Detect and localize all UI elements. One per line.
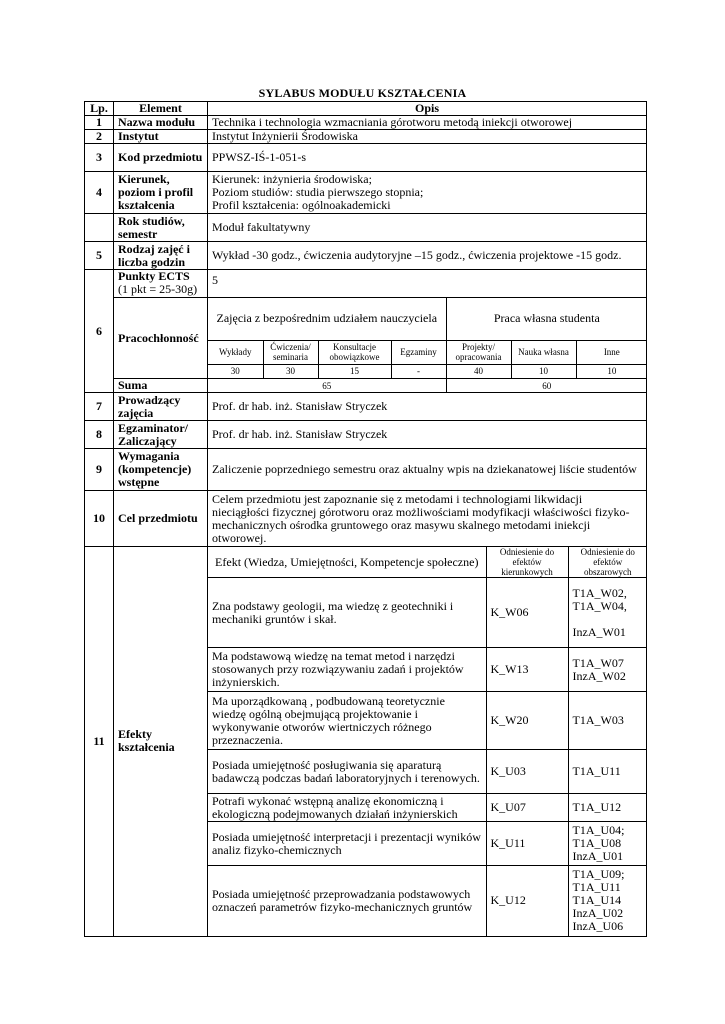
ects-value: 5 <box>208 270 647 298</box>
col-header: Inne <box>576 340 647 364</box>
row-number: 3 <box>85 144 114 172</box>
header-opis: Opis <box>208 102 647 116</box>
row-number: 5 <box>85 242 114 270</box>
effect-obsz <box>568 822 647 866</box>
effect-obsz-line: T1A_U12 <box>572 800 622 814</box>
row-number <box>85 214 114 242</box>
effect-obsz-line: T1A_U14 <box>572 893 622 908</box>
table-row <box>85 242 647 270</box>
sum-label: Suma <box>114 379 208 393</box>
table-row <box>85 116 647 130</box>
syllabus-table <box>84 101 647 937</box>
group-student-header: Praca własna studenta <box>446 298 647 340</box>
effect-kier: K_U11 <box>486 822 568 866</box>
row-description: Wykład -30 godz., ćwiczenia audytoryjne –15 godz., ćwiczenia projektowe -15 godz. <box>208 242 647 270</box>
effect-kier: K_W20 <box>486 692 568 750</box>
profil-line: Profil kształcenia: ogólnoakademicki <box>212 198 391 212</box>
col-header: Nauka własna <box>511 340 576 364</box>
effects-header-effect: Efekt (Wiedza, Umiejętności, Kompetencje społeczne) <box>208 547 486 578</box>
effect-obsz-line: T1A_U04; <box>572 823 625 837</box>
header-row <box>85 102 647 116</box>
workload-label: Pracochłonność <box>114 298 208 379</box>
row-element: Rodzaj zajęć i liczba godzin <box>114 242 208 270</box>
row-number: 10 <box>85 491 114 547</box>
row-element: Efekty kształcenia <box>114 547 208 937</box>
effect-obsz-line: T1A_W03 <box>572 713 624 727</box>
table-row <box>85 214 647 242</box>
row-description: Technika i technologia wzmacniania górotworu metodą iniekcji otworowej <box>208 116 647 130</box>
workload-row <box>85 298 647 379</box>
kierunek-line: Kierunek: inżynieria środowiska; <box>212 172 372 186</box>
ects-label <box>114 270 208 298</box>
table-row <box>85 421 647 449</box>
workload-cell <box>208 298 647 379</box>
effect-text: Posiada umiejętność interpretacji i prezentacji wyników analiz fizyko-chemicznych <box>208 822 486 866</box>
col-value: 30 <box>208 364 263 378</box>
effect-text: Posiada umiejętność posługiwania się aparaturą badawczą podczas badań laboratoryjnych i terenowych. <box>208 750 486 794</box>
sum-student: 60 <box>542 380 552 391</box>
effect-obsz-line: T1A_U11 <box>572 880 621 895</box>
effect-obsz-line: InzA_U01 <box>572 849 624 863</box>
col-value: 30 <box>263 364 318 378</box>
row-description: Prof. dr hab. inż. Stanisław Stryczek <box>208 421 647 449</box>
effect-text: Potrafi wykonać wstępną analizę ekonomiczną i ekologiczną podejmowanych działań inżynierskich <box>208 794 486 822</box>
sum-table <box>208 379 647 392</box>
col-value: 40 <box>446 364 511 378</box>
col-header: Konsultacje obowiązkowe <box>318 340 391 364</box>
table-row <box>85 393 647 421</box>
row-element: Kierunek, poziom i profil kształcenia <box>114 172 208 214</box>
row-description: Celem przedmiotu jest zapoznanie się z metodami i technologiami likwidacji nieciągłości fizycznej górotworu oraz możliwościami modyfikacji właściwości fizyko-mechanicznych ośrodka gruntowego oraz masywu skalnego metodami iniekcji otworowej. <box>208 491 647 547</box>
table-row <box>85 130 647 144</box>
effect-text: Posiada umiejętność przeprowadzania podstawowych oznaczeń parametrów fizyko-mechanicznych gruntów <box>208 866 486 936</box>
row-number: 6 <box>85 270 114 393</box>
effect-obsz-line: InzA_W01 <box>572 624 626 639</box>
row-description: PPWSZ-IŚ-1-051-s <box>208 144 647 172</box>
col-value: - <box>391 364 446 378</box>
row-number: 9 <box>85 449 114 491</box>
table-row <box>85 144 647 172</box>
workload-table <box>208 298 647 378</box>
sum-teacher: 65 <box>208 379 446 392</box>
effect-obsz <box>568 794 647 822</box>
effect-kier: K_U07 <box>486 794 568 822</box>
effect-obsz-line: T1A_U08 <box>572 836 622 850</box>
group-teacher-header: Zajęcia z bezpośrednim udziałem nauczyciela <box>208 298 446 340</box>
row-number: 2 <box>85 130 114 144</box>
effect-obsz-line: T1A_W04, <box>572 598 627 613</box>
effect-row <box>208 866 647 936</box>
row-element: Egzaminator/ Zaliczający <box>114 421 208 449</box>
ects-subtitle: (1 pkt = 25-30g) <box>118 282 198 296</box>
poziom-line: Poziom studiów: studia pierwszego stopnia; <box>212 185 424 199</box>
effect-obsz-line: T1A_W07 <box>572 655 624 670</box>
row-number: 11 <box>85 547 114 937</box>
effect-obsz <box>568 866 647 936</box>
effect-row <box>208 692 647 750</box>
row-element: Instytut <box>114 130 208 144</box>
effect-obsz <box>568 578 647 648</box>
effect-kier: K_U12 <box>486 866 568 936</box>
effects-row <box>85 547 647 937</box>
col-header: Wykłady <box>208 340 263 364</box>
ects-row <box>85 270 647 298</box>
col-header: Egzaminy <box>391 340 446 364</box>
effect-obsz-line: InzA_U02 <box>572 906 624 921</box>
row-element: Nazwa modułu <box>114 116 208 130</box>
row-element: Wymagania (kompetencje) wstępne <box>114 449 208 491</box>
effect-text: Ma uporządkowaną , podbudowaną teoretycznie wiedzę ogólną obejmującą projektowanie i wykonywanie otworów wiertniczych różnego przeznaczenia. <box>208 692 486 750</box>
sum-row <box>85 379 647 393</box>
effect-obsz-line: T1A_U11 <box>572 764 621 778</box>
row-description: Moduł fakultatywny <box>208 214 647 242</box>
effect-kier: K_W13 <box>486 648 568 692</box>
effect-text: Ma podstawową wiedzę na temat metod i narzędzi stosowanych przy rozwiązywaniu zadań i projektów inżynierskich. <box>208 648 486 692</box>
row-element: Rok studiów, semestr <box>114 214 208 242</box>
effect-obsz <box>568 750 647 794</box>
effect-obsz-line: T1A_U09; <box>572 867 625 882</box>
row-element: Kod przedmiotu <box>114 144 208 172</box>
row-element: Prowadzący zajęcia <box>114 393 208 421</box>
table-row <box>85 449 647 491</box>
effect-obsz-line: InzA_U06 <box>572 919 624 934</box>
row-description: Instytut Inżynierii Środowiska <box>208 130 647 144</box>
table-row <box>85 172 647 214</box>
col-value: 10 <box>511 364 576 378</box>
sum-cell <box>208 379 647 393</box>
effect-row <box>208 794 647 822</box>
effects-table <box>208 547 647 936</box>
effect-row <box>208 648 647 692</box>
effect-obsz-line: InzA_W02 <box>572 668 626 683</box>
effects-header-kier: Odniesienie do efektów kierunkowych <box>486 547 568 578</box>
header-lp: Lp. <box>85 102 114 116</box>
page-title: SYLABUS MODUŁU KSZTAŁCENIA <box>258 86 467 100</box>
row-description: Prof. dr hab. inż. Stanisław Stryczek <box>208 393 647 421</box>
col-value: 10 <box>576 364 647 378</box>
table-row <box>85 491 647 547</box>
row-number: 8 <box>85 421 114 449</box>
row-element: Cel przedmiotu <box>114 491 208 547</box>
effects-header-obsz: Odniesienie do efektów obszarowych <box>568 547 647 578</box>
col-header: Projekty/ opracowania <box>446 340 511 364</box>
effect-text: Zna podstawy geologii, ma wiedzę z geotechniki i mechaniki gruntów i skał. <box>208 578 486 648</box>
row-number: 1 <box>85 116 114 130</box>
effect-kier: K_W06 <box>486 578 568 648</box>
col-header: Ćwiczenia/ seminaria <box>263 340 318 364</box>
effect-obsz <box>568 692 647 750</box>
row-description: Zaliczenie poprzedniego semestru oraz aktualny wpis na dziekanatowej liście studentów <box>208 449 647 491</box>
row-description <box>208 172 647 214</box>
effect-obsz-line: T1A_W02, <box>572 585 627 600</box>
effect-row <box>208 578 647 648</box>
effect-row <box>208 822 647 866</box>
effect-kier: K_U03 <box>486 750 568 794</box>
header-element: Element <box>114 102 208 116</box>
effect-row <box>208 750 647 794</box>
effect-obsz <box>568 648 647 692</box>
row-number: 4 <box>85 172 114 214</box>
col-value: 15 <box>318 364 391 378</box>
ects-title: Punkty ECTS <box>118 269 190 283</box>
row-number: 7 <box>85 393 114 421</box>
effects-cell <box>208 547 647 937</box>
effect-obsz-line <box>573 613 644 626</box>
